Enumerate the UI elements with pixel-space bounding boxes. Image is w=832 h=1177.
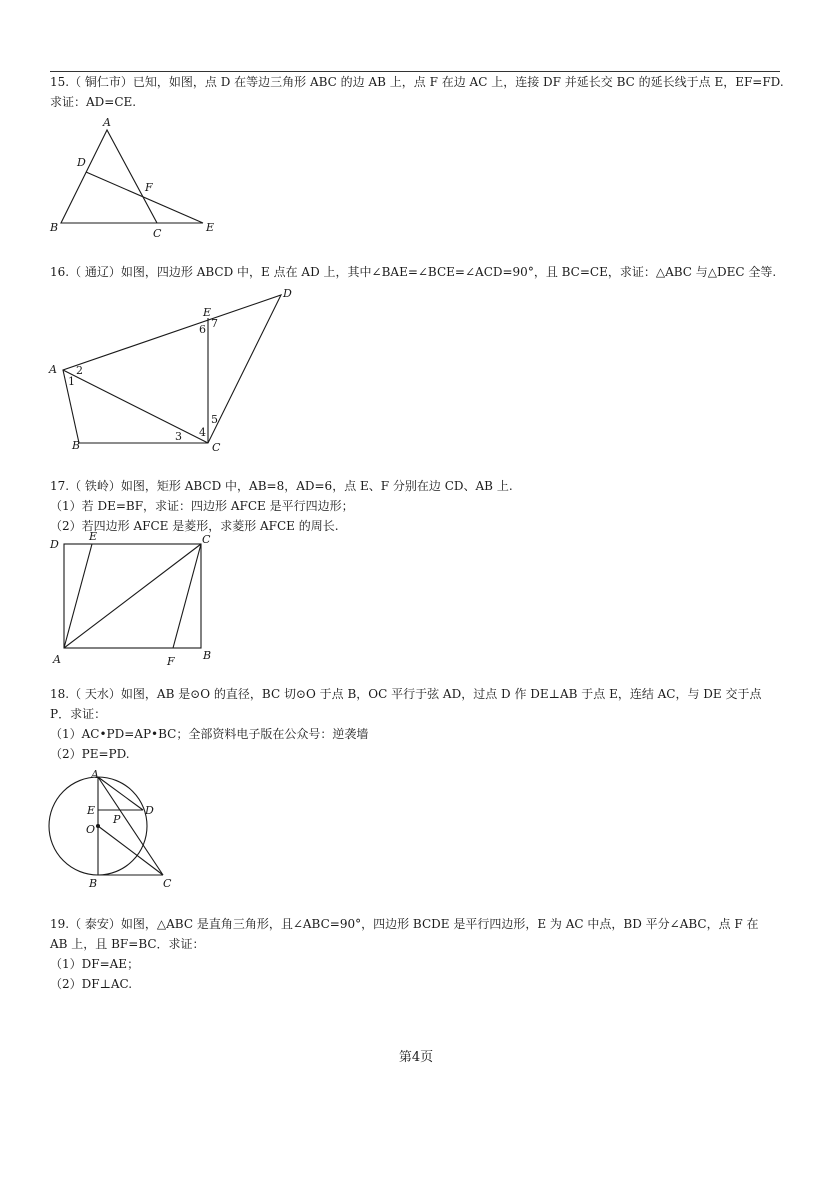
question-18-line-1: 18.（ 天水）如图，AB 是⊙O 的直径，BC 切⊙O 于点 B，OC 平行于弦 AD，过点 D 作 DE⊥AB 于点 E，连结 AC，与 DE 交于点 xyxy=(50,687,762,701)
question-15-line-1: 15.（ 铜仁市）已知，如图，点 D 在等边三角形 ABC 的边 AB 上，点 F 在边 AC 上，连接 DF 并延长交 BC 的延长线于点 E，EF=FD. xyxy=(50,75,784,89)
question-19-line-4: （2）DF⊥AC. xyxy=(50,977,133,991)
question-19 xyxy=(50,914,785,994)
angle-1: 1 xyxy=(68,375,75,388)
label-a: A xyxy=(53,653,61,666)
label-e: E xyxy=(203,306,212,319)
label-c: C xyxy=(163,877,172,890)
label-b: B xyxy=(72,439,81,452)
label-b: B xyxy=(203,649,212,662)
angle-5: 5 xyxy=(211,413,218,426)
label-d: D xyxy=(145,804,154,817)
center-dot xyxy=(97,825,100,828)
label-e: E xyxy=(89,530,98,543)
label-e: E xyxy=(206,221,215,234)
label-b: B xyxy=(89,877,98,890)
angle-3: 3 xyxy=(175,430,182,443)
label-f: F xyxy=(167,655,175,668)
question-17-line-2: （1）若 DE=BF，求证：四边形 AFCE 是平行四边形； xyxy=(50,499,354,513)
label-o: O xyxy=(86,823,96,836)
page-number: 第4页 xyxy=(398,1050,434,1065)
question-19-line-2: AB 上，且 BF=BC．求证： xyxy=(50,937,205,951)
question-17-line-3: （2）若四边形 AFCE 是菱形，求菱形 AFCE 的周长. xyxy=(50,519,339,533)
label-c: C xyxy=(212,441,221,454)
question-19-line-1: 19.（ 泰安）如图，△ABC 是直角三角形，且∠ABC=90°，四边形 BCDE 是平行四边形，E 为 AC 中点，BD 平分∠ABC，点 F 在 xyxy=(50,917,759,931)
label-c: C xyxy=(202,533,211,546)
question-16-line-1: 16.（ 通辽）如图，四边形 ABCD 中，E 点在 AD 上，其中∠BAE=∠BCE=∠ACD=90°，且 BC=CE，求证：△ABC 与△DEC 全等. xyxy=(50,265,777,279)
label-a: A xyxy=(103,116,111,129)
angle-7: 7 xyxy=(211,317,218,330)
label-d: D xyxy=(77,156,86,169)
label-d: D xyxy=(50,538,59,551)
angle-6: 6 xyxy=(199,323,206,336)
label-d: D xyxy=(283,287,292,300)
label-e: E xyxy=(87,804,96,817)
segment-oc xyxy=(98,826,163,875)
question-18-line-4: （2）PE=PD. xyxy=(50,747,130,761)
question-19-line-3: （1）DF=AE； xyxy=(50,957,140,971)
question-17-line-1: 17.（ 铁岭）如图，矩形 ABCD 中，AB=8，AD=6，点 E、F 分别在边 CD、AB 上. xyxy=(50,479,513,493)
label-c: C xyxy=(153,227,162,240)
angle-4: 4 xyxy=(199,426,206,439)
label-a: A xyxy=(91,768,99,781)
label-p: P xyxy=(113,813,121,826)
label-a: A xyxy=(49,363,57,376)
question-18-line-2: P．求证： xyxy=(50,707,107,721)
question-15-line-2: 求证：AD=CE. xyxy=(50,95,137,109)
angle-2: 2 xyxy=(76,364,83,377)
label-f: F xyxy=(145,181,153,194)
segment-ac xyxy=(98,777,163,875)
question-18-line-3: （1）AC•PD=AP•BC；全部资料电子版在公众号：逆袭墙 xyxy=(50,727,369,741)
label-b: B xyxy=(50,221,59,234)
